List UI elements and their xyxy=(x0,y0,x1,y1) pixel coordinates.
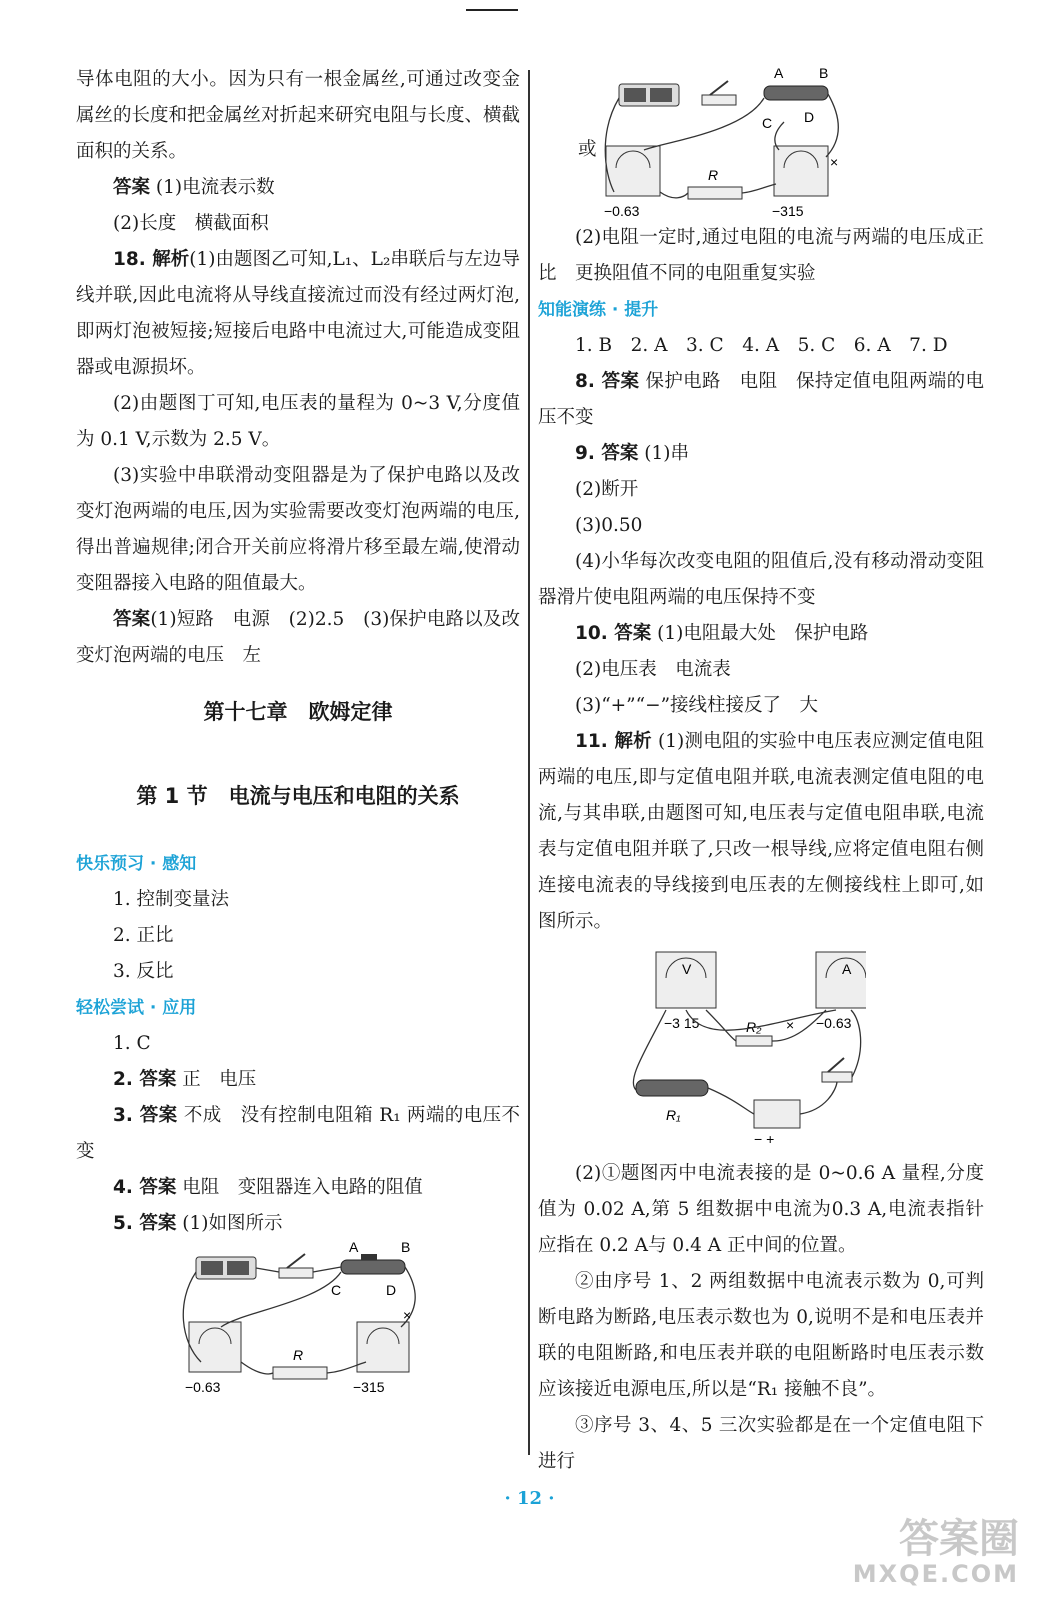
q9-answer-3: (3)0.50 xyxy=(575,515,643,536)
circuit-diagram xyxy=(604,62,844,220)
scale-left: −3 15 xyxy=(664,1015,700,1031)
q11-explanation-4: ③序号 3、4、5 三次实验都是在一个定值电阻下进行 xyxy=(538,1415,984,1472)
label-d: D xyxy=(804,109,815,125)
rheostat-icon xyxy=(341,1260,405,1274)
watermark-logo: 答案圈 xyxy=(899,1516,1019,1562)
cross-mark: × xyxy=(830,154,839,170)
item-label: 8. 答案 xyxy=(575,371,640,392)
switch-icon xyxy=(279,1268,313,1278)
label-r1: R₁ xyxy=(666,1107,681,1123)
q9-answer-1 xyxy=(538,436,984,472)
q9-answer-2: (2)断开 xyxy=(575,479,639,500)
cross-mark: × xyxy=(786,1017,795,1033)
item-text: 保护电路 电阻 保持定值电阻两端的电压不变 xyxy=(538,371,984,428)
scale-right: −315 xyxy=(772,203,804,219)
preview-item-3: 3. 反比 xyxy=(113,961,174,982)
q8-answer xyxy=(538,364,984,436)
label-a: A xyxy=(774,65,784,81)
try-item-4 xyxy=(76,1170,520,1206)
q18-answer xyxy=(76,602,520,674)
q17-answer-1 xyxy=(76,170,520,206)
q18-explanation-3: (3)实验中串联滑动变阻器是为了保护电路以及改变灯泡两端的电压,因为实验需要改变灯泡两端的电压,得出普遍规律;闭合开关前应将滑片移至最左端,使滑动变阻器接入电路的阻值最大。 xyxy=(76,465,520,594)
item-label: 9. 答案 xyxy=(575,443,639,464)
section-heading-try: 轻松尝试 · 应用 xyxy=(76,998,197,1018)
meter-a-label: A xyxy=(842,961,852,977)
chapter-title: 第十七章 欧姆定律 xyxy=(203,700,393,724)
try-item-5 xyxy=(76,1206,520,1242)
try-item-3 xyxy=(76,1098,520,1170)
answer-label: 答案 xyxy=(113,177,151,198)
label-b: B xyxy=(819,65,829,81)
q11-explanation-1 xyxy=(538,724,984,940)
q10-answer-1 xyxy=(538,616,984,652)
column-divider xyxy=(528,70,530,1455)
section-heading-preview: 快乐预习 · 感知 xyxy=(76,854,197,874)
item-text: (1)电阻最大处 保护电路 xyxy=(657,623,869,644)
item-text: 不成 没有控制电阻箱 R₁ 两端的电压不变 xyxy=(76,1105,520,1162)
item-text: (1)串 xyxy=(644,443,689,464)
watermark-url: MXQE.COM xyxy=(852,1560,1019,1588)
circuit-diagram xyxy=(626,950,866,1150)
scale-right: −315 xyxy=(353,1379,385,1395)
voltmeter-icon xyxy=(774,146,828,196)
circuit-figure-1 xyxy=(181,1242,520,1402)
item-text: (1)测电阻的实验中电压表应测定值电阻两端的电压,即与定值电阻并联,电流表测定值电阻的电流,与其串联,由题图可知,电压表与定值电阻串联,电流表与定值电阻并联了,只改一根导线,应将定值电阻右侧连接电流表的导线接到电压表的左侧接线柱上即可,如图所示。 xyxy=(538,731,984,932)
resistor-icon xyxy=(273,1367,327,1379)
ammeter-icon xyxy=(606,146,660,196)
switch-icon xyxy=(702,95,736,105)
resistor-r2-icon xyxy=(736,1036,772,1046)
answer-label: 答案 xyxy=(113,609,151,630)
page-number: · 12 · xyxy=(504,1488,555,1509)
q18-text-1: (1)由题图乙可知,L₁、L₂串联后与左边导线并联,因此电流将从导线直接流过而没有经过两灯泡,即两灯泡被短接;短接后电路中电流过大,可能造成变阻器或电源损坏。 xyxy=(76,249,520,378)
label-r2: R₂ xyxy=(746,1019,762,1035)
label-a: A xyxy=(349,1242,359,1255)
try-item-1: 1. C xyxy=(113,1033,151,1054)
battery-polarity: − + xyxy=(754,1131,775,1147)
item-label: 10. 答案 xyxy=(575,623,652,644)
switch-icon xyxy=(822,1072,852,1082)
item-label: 3. 答案 xyxy=(113,1105,178,1126)
item-label: 4. 答案 xyxy=(113,1177,177,1198)
scale-right: −0.63 xyxy=(816,1015,852,1031)
circuit-figure-2 xyxy=(538,62,984,220)
preview-item-2: 2. 正比 xyxy=(113,925,174,946)
mc-answers: 1. B 2. A 3. C 4. A 5. C 6. A 7. D xyxy=(575,335,948,356)
item-label: 11. 解析 xyxy=(575,731,652,752)
q11-explanation-3: ②由序号 1、2 两组数据中电流表示数为 0,可判断电路为断路,电压表示数也为 0,说明不是和电压表并联的电阻断路,和电压表并联的电阻断路时电压表示数应该接近电源电压,所以是“R₁ 接触不良”。 xyxy=(538,1271,984,1400)
voltmeter-icon xyxy=(357,1322,409,1372)
or-label: 或 xyxy=(578,139,597,160)
scale-left: −0.63 xyxy=(185,1379,221,1395)
q17-answer-2: (2)长度 横截面积 xyxy=(113,213,269,234)
label-d: D xyxy=(386,1282,397,1298)
q18-answer-text: (1)短路 电源 (2)2.5 (3)保护电路以及改变灯泡两端的电压 左 xyxy=(76,609,520,666)
label-r: R xyxy=(293,1347,304,1363)
q18-label: 18. 解析 xyxy=(113,249,190,270)
resistor-icon xyxy=(688,187,742,199)
right-column xyxy=(538,62,984,1480)
item-label: 5. 答案 xyxy=(113,1213,177,1234)
left-column xyxy=(76,62,520,1402)
q17-explanation-tail: 导体电阻的大小。因为只有一根金属丝,可通过改变金属丝的长度和把金属丝对折起来研究电阻与长度、横截面积的关系。 xyxy=(76,69,521,162)
battery-icon xyxy=(754,1100,800,1128)
section-title: 第 1 节 电流与电压和电阻的关系 xyxy=(136,784,460,808)
meter-v-label: V xyxy=(682,961,692,977)
try-item-2 xyxy=(76,1062,520,1098)
label-c: C xyxy=(762,115,773,131)
q18-explanation-1 xyxy=(76,242,520,386)
q10-answer-2: (2)电压表 电流表 xyxy=(575,659,731,680)
watermark xyxy=(853,1518,1019,1588)
item-text: (1)如图所示 xyxy=(182,1213,283,1234)
label-b: B xyxy=(401,1242,411,1255)
cross-mark: × xyxy=(403,1307,412,1323)
q18-explanation-2: (2)由题图丁可知,电压表的量程为 0~3 V,分度值为 0.1 V,示数为 2.5 V。 xyxy=(76,393,520,450)
ammeter-icon xyxy=(816,952,866,1008)
answer-text: (1)电流表示数 xyxy=(155,177,275,198)
q5-answer-2: (2)电阻一定时,通过电阻的电流与两端的电压成正比 更换阻值不同的电阻重复实验 xyxy=(538,227,984,284)
scale-left: −0.63 xyxy=(604,203,640,219)
rheostat-icon xyxy=(764,86,828,100)
label-r: R xyxy=(708,167,719,183)
section-heading-practice: 知能演练 · 提升 xyxy=(538,300,659,320)
label-c: C xyxy=(331,1282,342,1298)
q10-answer-3: (3)“+”“−”接线柱接反了 大 xyxy=(575,695,819,716)
ammeter-icon xyxy=(189,1322,241,1372)
item-text: 正 电压 xyxy=(182,1069,257,1090)
item-text: 电阻 变阻器连入电路的阻值 xyxy=(182,1177,423,1198)
q11-explanation-2: (2)①题图丙中电流表接的是 0~0.6 A 量程,分度值为 0.02 A,第 5 组数据中电流为0.3 A,电流表指针应指在 0.2 A与 0.4 A 正中间的位置。 xyxy=(538,1163,984,1256)
circuit-diagram xyxy=(181,1242,421,1402)
item-label: 2. 答案 xyxy=(113,1069,177,1090)
circuit-figure-3 xyxy=(626,950,984,1150)
rheostat-icon xyxy=(636,1080,708,1096)
preview-item-1: 1. 控制变量法 xyxy=(113,889,230,910)
q9-answer-4: (4)小华每次改变电阻的阻值后,没有移动滑动变阻器滑片使电阻两端的电压保持不变 xyxy=(538,551,984,608)
top-rule xyxy=(466,9,518,11)
